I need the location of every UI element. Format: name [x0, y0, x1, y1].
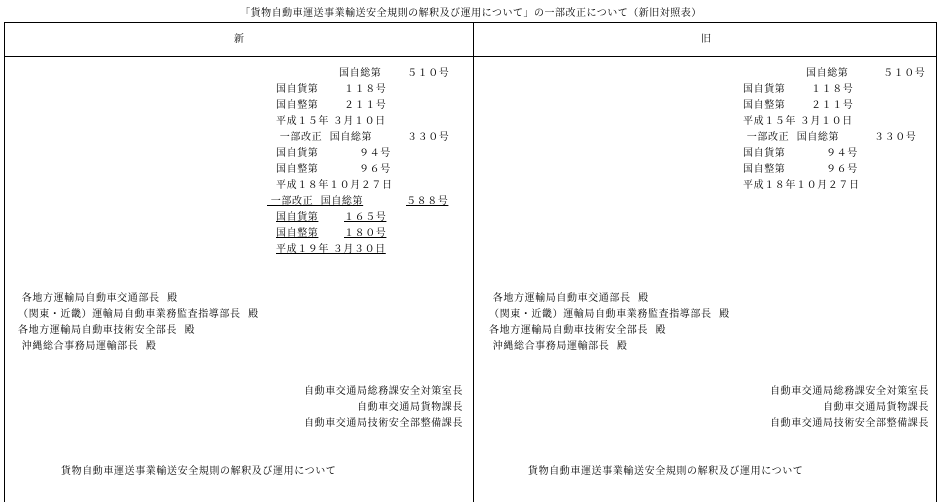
amended-notice-label: 一部改正 国自総第: [267, 196, 364, 207]
recipient: 各地方運輸局自動車技術安全部長 殿: [489, 325, 667, 336]
amended-notice-number: １６５号: [344, 212, 387, 223]
notice-number: ３３０号: [874, 132, 917, 143]
notice-label: 国自整第: [276, 164, 319, 175]
amended-notice-label: 国自整第: [276, 228, 319, 239]
notice-label: 国自整第: [276, 100, 319, 111]
recipient: 各地方運輸局自動車交通部長 殿: [18, 293, 178, 304]
notice-label: 国自貨第: [276, 148, 319, 159]
notice-label: 一部改正 国自総第: [743, 132, 840, 143]
notice-date: 平成１８年１０月２７日: [743, 180, 860, 191]
amended-notice-label: 国自貨第: [276, 212, 319, 223]
notice-date: 平成１８年１０月２７日: [276, 180, 393, 191]
table-header-row: [5, 23, 936, 57]
recipient: 沖縄総合事務局運輸部長 殿: [18, 341, 157, 352]
subject: 貨物自動車運送事業輸送安全規則の解釈及び運用について: [61, 466, 337, 477]
subject: 貨物自動車運送事業輸送安全規則の解釈及び運用について: [528, 466, 804, 477]
notice-number: ９４号: [826, 148, 858, 159]
sender: 自動車交通局技術安全部整備課長: [770, 418, 929, 429]
header-new: 新: [234, 34, 244, 45]
recipient: 各地方運輸局自動車技術安全部長 殿: [18, 325, 196, 336]
sender: 自動車交通局貨物課長: [823, 402, 929, 413]
sender: 自動車交通局総務課安全対策室長: [770, 386, 929, 397]
amended-notice-number: １８０号: [344, 228, 387, 239]
document-title: 「貨物自動車運送事業輸送安全規則の解釈及び運用について」の一部改正について（新旧対照表）: [240, 8, 702, 19]
notice-number: ９６号: [826, 164, 858, 175]
notice-date: 平成１５年 ３月１０日: [276, 116, 386, 127]
notice-label: 一部改正 国自総第: [276, 132, 373, 143]
recipient: 沖縄総合事務局運輸部長 殿: [489, 341, 628, 352]
notice-number: １１８号: [344, 84, 387, 95]
notice-label: 国自総第: [806, 68, 849, 79]
notice-label: 国自貨第: [743, 84, 786, 95]
notice-label: 国自総第: [339, 68, 382, 79]
notice-number: ３３０号: [407, 132, 450, 143]
notice-number: ２１１号: [811, 100, 854, 111]
notice-number: ５１０号: [883, 68, 926, 79]
notice-label: 国自貨第: [276, 84, 319, 95]
notice-number: ９４号: [359, 148, 391, 159]
notice-date: 平成１５年 ３月１０日: [743, 116, 853, 127]
sender: 自動車交通局総務課安全対策室長: [304, 386, 463, 397]
column-divider: [473, 23, 474, 502]
amended-notice-number: ５８８号: [406, 196, 449, 207]
recipient: （関東・近畿）運輸局自動車業務監査指導部長 殿: [489, 309, 730, 320]
sender: 自動車交通局技術安全部整備課長: [304, 418, 463, 429]
notice-label: 国自貨第: [743, 148, 786, 159]
recipient: （関東・近畿）運輸局自動車業務監査指導部長 殿: [18, 309, 259, 320]
comparison-table: [4, 22, 937, 502]
notice-number: ５１０号: [407, 68, 450, 79]
notice-number: ２１１号: [344, 100, 387, 111]
amended-notice-date: 平成１９年 ３月３０日: [276, 244, 386, 255]
recipient: 各地方運輸局自動車交通部長 殿: [489, 293, 649, 304]
notice-label: 国自整第: [743, 100, 786, 111]
notice-number: １１８号: [811, 84, 854, 95]
sender: 自動車交通局貨物課長: [357, 402, 463, 413]
notice-label: 国自整第: [743, 164, 786, 175]
notice-number: ９６号: [359, 164, 391, 175]
header-old: 旧: [701, 34, 711, 45]
